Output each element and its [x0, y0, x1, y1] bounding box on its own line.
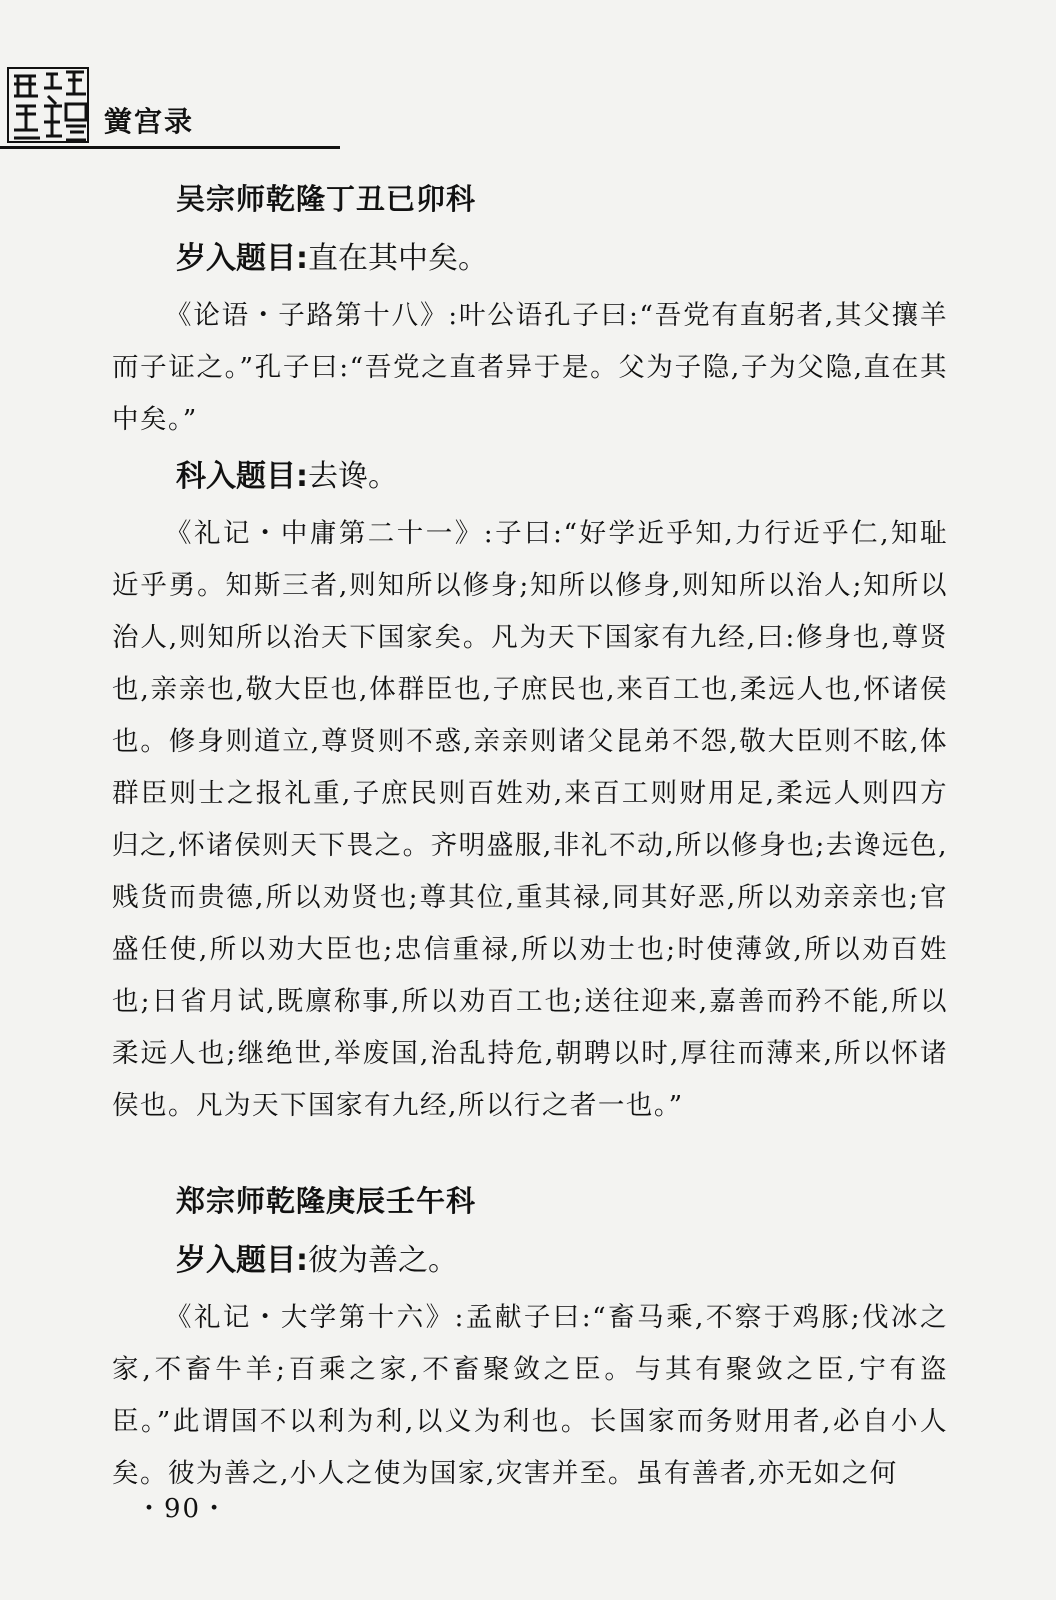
section-title: 吴宗师乾隆丁丑已卯科	[176, 182, 477, 216]
subsection-topic: 直在其中矣。	[308, 241, 488, 276]
subsection-label: 岁入题目:	[176, 241, 308, 276]
subsection-label: 科入题目:	[176, 459, 308, 494]
subsection-heading	[176, 446, 948, 508]
seal-stamp-icon	[4, 62, 92, 148]
subsection-topic: 彼为善之。	[308, 1243, 458, 1278]
subsection-label: 岁入题目:	[176, 1243, 308, 1278]
section	[112, 1172, 948, 1500]
section	[112, 170, 948, 1132]
subsection-heading	[176, 1230, 948, 1292]
header-rule	[0, 146, 340, 149]
body-paragraph: 《论语・子路第十八》:叶公语孔子曰:“吾党有直躬者,其父攘羊而子证之。”孔子曰:“吾党之直者异于是。父为子隐,子为父隐,直在其中矣。”	[112, 300, 948, 435]
body-paragraph: 《礼记・中庸第二十一》:子曰:“好学近乎知,力行近乎仁,知耻近乎勇。知斯三者,则知所以修身;知所以修身,则知所以治人;知所以治人,则知所以治天下国家矣。凡为天下国家有九经,曰:修身也,尊贤也,亲亲也,敬大臣也,体群臣也,子庶民也,来百工也,柔远人也,怀诸侯也。修身则道立,尊贤则不惑,亲亲则诸父昆弟不怨,敬大臣则不眩,体群臣则士之报礼重,子庶民则百姓劝,来百工则财用足,柔远人则四方归之,怀诸侯则天下畏之。齐明盛服,非礼不动,所以修身也;去谗远色,贱货而贵德,所以劝贤也;尊其位,重其禄,同其好恶,所以劝亲亲也;官盛任使,所以劝大臣也;忠信重禄,所以劝士也;时使薄敛,所以劝百姓也;日省月试,既廪称事,所以劝百工也;送往迎来,嘉善而矜不能,所以柔远人也;继绝世,举废国,治乱持危,朝聘以时,厚往而薄来,所以怀诸侯也。凡为天下国家有九经,所以行之者一也。”	[112, 518, 948, 1121]
subsection-topic: 去谗。	[308, 459, 398, 494]
page-number: ・90・	[136, 1494, 230, 1524]
page-content	[112, 170, 948, 1500]
subsection-heading	[176, 228, 948, 290]
section-title: 郑宗师乾隆庚辰壬午科	[176, 1184, 477, 1218]
body-paragraph: 《礼记・大学第十六》:孟献子曰:“畜马乘,不察于鸡豚;伐冰之家,不畜牛羊;百乘之家,不畜聚敛之臣。与其有聚敛之臣,宁有盗臣。”此谓国不以利为利,以义为利也。长国家而务财用者,必自小人矣。彼为善之,小人之使为国家,灾害并至。虽有善者,亦无如之何	[112, 1302, 948, 1489]
book-title: 黉宫录	[104, 105, 195, 138]
